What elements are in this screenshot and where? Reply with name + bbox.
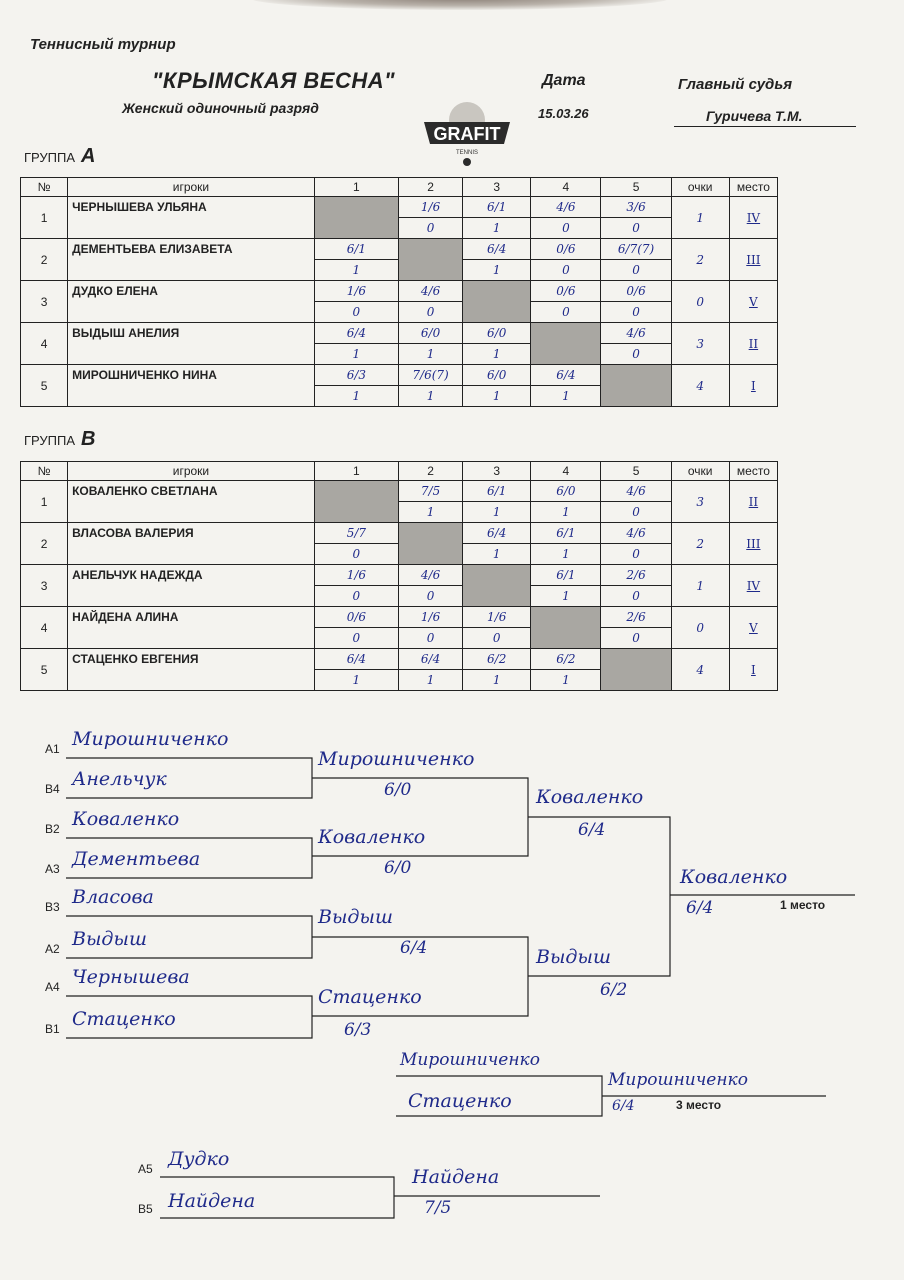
category: Женский одиночный разряд [122, 100, 319, 116]
qf-winner: Выдыш [318, 906, 393, 928]
seed-label: A3 [45, 862, 60, 876]
win-flag-cell: 0 [601, 260, 671, 281]
col-header: 3 [463, 462, 531, 481]
win-flag-cell: 0 [398, 628, 462, 649]
score-cell: 7/6(7) [398, 365, 462, 386]
qf-score: 6/0 [384, 858, 412, 878]
win-flag-cell: 1 [531, 670, 601, 691]
col-header: 5 [601, 462, 671, 481]
sf-winner: Выдыш [536, 946, 611, 968]
win-flag-cell: 1 [463, 502, 531, 523]
points-cell: 3 [671, 481, 729, 523]
score-cell: 4/6 [531, 197, 601, 218]
fifth-match-score: 7/5 [424, 1198, 452, 1218]
score-cell: 6/1 [314, 239, 398, 260]
win-flag-cell: 0 [601, 544, 671, 565]
bracket-player: Власова [72, 886, 154, 908]
tournament-label: Теннисный турнир [30, 36, 176, 53]
date-value: 15.03.26 [538, 106, 589, 121]
score-cell: 4/6 [601, 323, 671, 344]
tournament-title: "КРЫМСКАЯ ВЕСНА" [152, 68, 396, 93]
bracket-player: Стаценко [72, 1008, 176, 1030]
win-flag-cell: 0 [531, 302, 601, 323]
win-flag-cell: 1 [531, 502, 601, 523]
col-header: место [729, 462, 777, 481]
bracket-player: Мирошниченко [72, 728, 229, 750]
bracket-player: Анельчук [72, 768, 167, 790]
seed-label: B5 [138, 1202, 153, 1216]
score-cell: 0/6 [531, 281, 601, 302]
win-flag-cell: 1 [314, 386, 398, 407]
third-place-player-1: Мирошниченко [400, 1050, 540, 1070]
win-flag-cell: 1 [531, 586, 601, 607]
fifth-match-player-2: Найдена [168, 1190, 256, 1212]
win-flag-cell: 1 [398, 502, 462, 523]
row-number: 3 [21, 565, 68, 607]
col-header: 4 [531, 178, 601, 197]
win-flag-cell: 1 [314, 344, 398, 365]
row-number: 2 [21, 239, 68, 281]
score-cell: 1/6 [314, 565, 398, 586]
place-cell: II [729, 323, 777, 365]
score-cell: 4/6 [601, 523, 671, 544]
col-header: 3 [463, 178, 531, 197]
place-cell: V [729, 607, 777, 649]
place-cell: IV [729, 565, 777, 607]
seed-label: B2 [45, 822, 60, 836]
points-cell: 4 [671, 365, 729, 407]
score-cell: 1/6 [314, 281, 398, 302]
row-number: 4 [21, 607, 68, 649]
seed-label: A4 [45, 980, 60, 994]
col-header: игроки [68, 178, 315, 197]
win-flag-cell: 0 [314, 302, 398, 323]
final-score: 6/4 [686, 898, 714, 918]
points-cell: 4 [671, 649, 729, 691]
qf-score: 6/4 [400, 938, 428, 958]
win-flag-cell: 0 [314, 544, 398, 565]
place-cell: V [729, 281, 777, 323]
win-flag-cell: 0 [398, 586, 462, 607]
score-cell: 6/1 [463, 481, 531, 502]
first-place-caption: 1 место [780, 898, 826, 912]
score-cell: 6/0 [531, 481, 601, 502]
svg-text:TENNIS: TENNIS [455, 150, 479, 156]
player-name: АНЕЛЬЧУК НАДЕЖДА [68, 565, 315, 607]
col-header: № [21, 462, 68, 481]
score-cell: 0/6 [314, 607, 398, 628]
score-cell: 1/6 [398, 607, 462, 628]
champion-name: Коваленко [680, 866, 788, 888]
score-cell: 6/4 [398, 649, 462, 670]
judge-label: Главный судья [678, 76, 793, 93]
qf-score: 6/0 [384, 780, 412, 800]
win-flag-cell: 0 [601, 218, 671, 239]
sf-score: 6/2 [600, 980, 628, 1000]
win-flag-cell: 0 [601, 502, 671, 523]
player-name: ДУДКО ЕЛЕНА [68, 281, 315, 323]
place-cell: III [729, 239, 777, 281]
score-cell: 1/6 [398, 197, 462, 218]
player-name: МИРОШНИЧЕНКО НИНА [68, 365, 315, 407]
row-number: 4 [21, 323, 68, 365]
win-flag-cell: 0 [314, 628, 398, 649]
sf-winner: Коваленко [536, 786, 644, 808]
score-cell: 5/7 [314, 523, 398, 544]
score-cell: 6/0 [398, 323, 462, 344]
win-flag-cell: 0 [531, 218, 601, 239]
bracket-player: Коваленко [72, 808, 180, 830]
win-flag-cell: 0 [601, 302, 671, 323]
points-cell: 0 [671, 607, 729, 649]
col-header: № [21, 178, 68, 197]
player-name: ДЕМЕНТЬЕВА ЕЛИЗАВЕТА [68, 239, 315, 281]
score-cell: 4/6 [398, 565, 462, 586]
score-cell: 6/1 [463, 197, 531, 218]
score-cell: 6/4 [463, 523, 531, 544]
score-cell: 2/6 [601, 607, 671, 628]
win-flag-cell: 1 [398, 386, 462, 407]
score-cell: 0/6 [601, 281, 671, 302]
qf-winner: Коваленко [318, 826, 426, 848]
row-number: 1 [21, 197, 68, 239]
score-cell: 3/6 [601, 197, 671, 218]
points-cell: 3 [671, 323, 729, 365]
score-cell: 6/0 [463, 365, 531, 386]
col-header: 2 [398, 178, 462, 197]
group-b-label: ГРУППА В [24, 428, 96, 450]
win-flag-cell: 0 [398, 302, 462, 323]
bracket-player: Выдыш [72, 928, 147, 950]
fifth-match-winner: Найдена [412, 1166, 500, 1188]
row-number: 1 [21, 481, 68, 523]
col-header: 1 [314, 462, 398, 481]
third-place-score: 6/4 [612, 1098, 635, 1114]
win-flag-cell: 1 [463, 544, 531, 565]
win-flag-cell: 1 [531, 544, 601, 565]
win-flag-cell: 1 [463, 218, 531, 239]
third-place-winner: Мирошниченко [608, 1070, 748, 1090]
points-cell: 2 [671, 523, 729, 565]
win-flag-cell: 1 [463, 260, 531, 281]
qf-score: 6/3 [344, 1020, 372, 1040]
row-number: 5 [21, 365, 68, 407]
win-flag-cell: 0 [601, 628, 671, 649]
row-number: 3 [21, 281, 68, 323]
col-header: 5 [601, 178, 671, 197]
place-cell: II [729, 481, 777, 523]
third-place-caption: 3 место [676, 1098, 722, 1112]
qf-winner: Мирошниченко [318, 748, 475, 770]
seed-label: B4 [45, 782, 60, 796]
place-cell: III [729, 523, 777, 565]
win-flag-cell: 1 [463, 386, 531, 407]
win-flag-cell: 0 [398, 218, 462, 239]
bracket-player: Дементьева [72, 848, 201, 870]
win-flag-cell: 0 [601, 586, 671, 607]
win-flag-cell: 0 [531, 260, 601, 281]
qf-winner: Стаценко [318, 986, 422, 1008]
score-cell: 4/6 [601, 481, 671, 502]
sf-score: 6/4 [578, 820, 606, 840]
col-header: 4 [531, 462, 601, 481]
place-cell: I [729, 365, 777, 407]
col-header: очки [671, 178, 729, 197]
score-cell: 6/4 [463, 239, 531, 260]
win-flag-cell: 1 [398, 670, 462, 691]
points-cell: 2 [671, 239, 729, 281]
score-cell: 6/7(7) [601, 239, 671, 260]
score-cell: 6/2 [531, 649, 601, 670]
win-flag-cell: 1 [398, 344, 462, 365]
points-cell: 1 [671, 565, 729, 607]
win-flag-cell: 0 [601, 344, 671, 365]
seed-label: A2 [45, 942, 60, 956]
player-name: НАЙДЕНА АЛИНА [68, 607, 315, 649]
player-name: ВЫДЫШ АНЕЛИЯ [68, 323, 315, 365]
win-flag-cell: 1 [463, 344, 531, 365]
score-cell: 1/6 [463, 607, 531, 628]
player-name: ВЛАСОВА ВАЛЕРИЯ [68, 523, 315, 565]
score-cell: 0/6 [531, 239, 601, 260]
row-number: 2 [21, 523, 68, 565]
player-name: ЧЕРНЫШЕВА УЛЬЯНА [68, 197, 315, 239]
win-flag-cell: 1 [314, 260, 398, 281]
fifth-match-player-1: Дудко [168, 1148, 230, 1170]
score-cell: 7/5 [398, 481, 462, 502]
seed-label: B3 [45, 900, 60, 914]
score-cell: 6/4 [314, 323, 398, 344]
seed-label: A5 [138, 1162, 153, 1176]
player-name: КОВАЛЕНКО СВЕТЛАНА [68, 481, 315, 523]
score-cell: 6/4 [314, 649, 398, 670]
place-cell: I [729, 649, 777, 691]
group-a-label: ГРУППА А [24, 145, 96, 167]
judge-name: Гуричева Т.М. [706, 108, 803, 124]
points-cell: 1 [671, 197, 729, 239]
score-cell: 6/1 [531, 565, 601, 586]
player-name: СТАЦЕНКО ЕВГЕНИЯ [68, 649, 315, 691]
col-header: 1 [314, 178, 398, 197]
col-header: 2 [398, 462, 462, 481]
win-flag-cell: 1 [314, 670, 398, 691]
score-cell: 6/4 [531, 365, 601, 386]
score-cell: 2/6 [601, 565, 671, 586]
score-cell: 6/3 [314, 365, 398, 386]
points-cell: 0 [671, 281, 729, 323]
col-header: игроки [68, 462, 315, 481]
win-flag-cell: 1 [463, 670, 531, 691]
third-place-player-2: Стаценко [408, 1090, 512, 1112]
win-flag-cell: 0 [463, 628, 531, 649]
score-cell: 4/6 [398, 281, 462, 302]
score-cell: 6/0 [463, 323, 531, 344]
place-cell: IV [729, 197, 777, 239]
win-flag-cell: 0 [314, 586, 398, 607]
win-flag-cell: 1 [531, 386, 601, 407]
seed-label: A1 [45, 742, 60, 756]
date-label: Дата [542, 72, 586, 89]
bracket-player: Чернышева [72, 966, 190, 988]
row-number: 5 [21, 649, 68, 691]
col-header: место [729, 178, 777, 197]
score-cell: 6/1 [531, 523, 601, 544]
svg-text:GRAFIT: GRAFIT [433, 124, 501, 144]
seed-label: B1 [45, 1022, 60, 1036]
col-header: очки [671, 462, 729, 481]
score-cell: 6/2 [463, 649, 531, 670]
